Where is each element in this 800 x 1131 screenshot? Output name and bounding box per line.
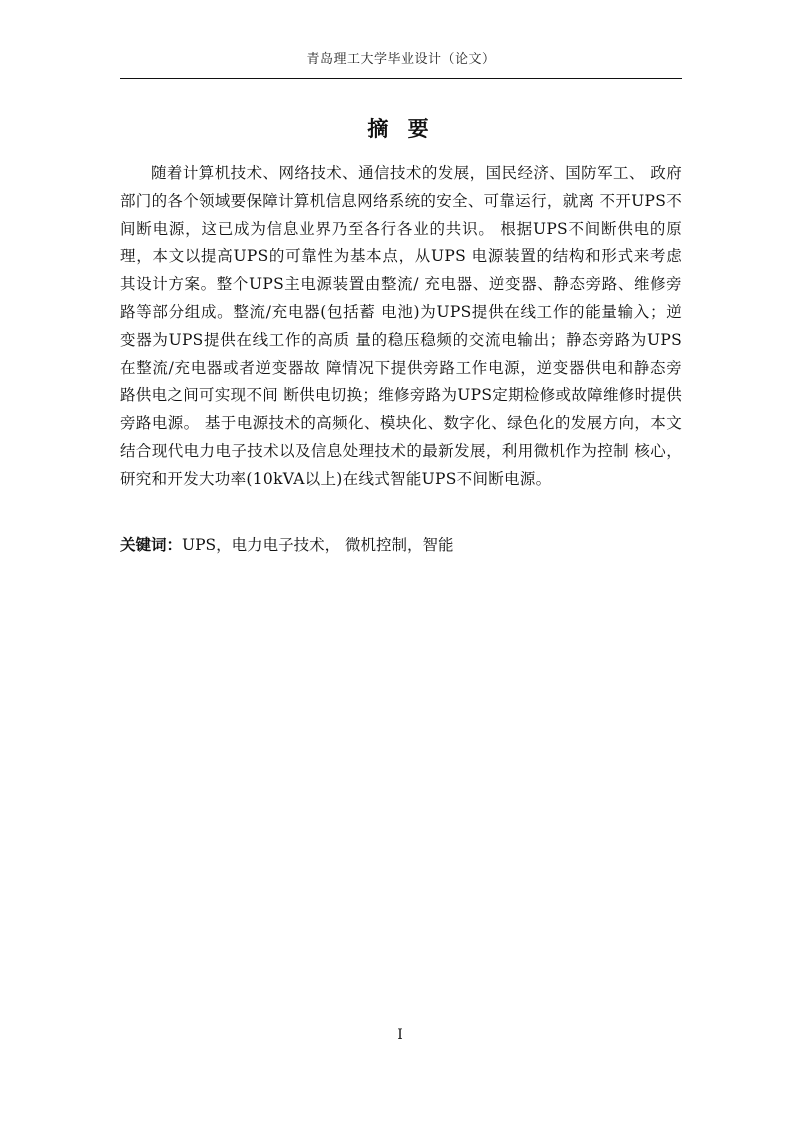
abstract-paragraph: 随着计算机技术、网络技术、通信技术的发展，国民经济、国防军工、 政府部门的各个领域要保障计算机信息网络系统的安全、可靠运行，就离 不开UPS不间断电源，这已成为信息业界乃至各行各业的共识。 根据UPS不间断供电的原理，本文以提高UPS的可靠性为基本点，从UPS 电源装置的结构和形式来考虑其设计方案。整个UPS主电源装置由整流/ 充电器、逆变器、静态旁路、维修旁路等部分组成。整流/充电器(包括蓄 电池)为UPS提供在线工作的能量输入；逆变器为UPS提供在线工作的高质 量的稳压稳频的交流电输出；静态旁路为UPS在整流/充电器或者逆变器故 障情况下提供旁路工作电源，逆变器供电和静态旁路供电之间可实现不间 断供电切换；维修旁路为UPS定期检修或故障维修时提供旁路电源。 基于电源技术的高频化、模块化、数字化、绿色化的发展方向，本文 结合现代电力电子技术以及信息处理技术的最新发展，利用微机作为控制 核心，研究和开发大功率(10kVA以上)在线式智能UPS不间断电源。 [120,164,682,488]
keywords-value: UPS，电力电子技术， 微机控制，智能 [182,536,454,554]
page-title: 摘 要 [367,116,435,141]
keywords-line [120,533,682,557]
header-divider [120,78,682,79]
page-number: I [397,1027,403,1043]
page-header: 青岛理工大学毕业设计（论文） [306,52,496,67]
keywords-label: 关键词： [120,536,183,554]
